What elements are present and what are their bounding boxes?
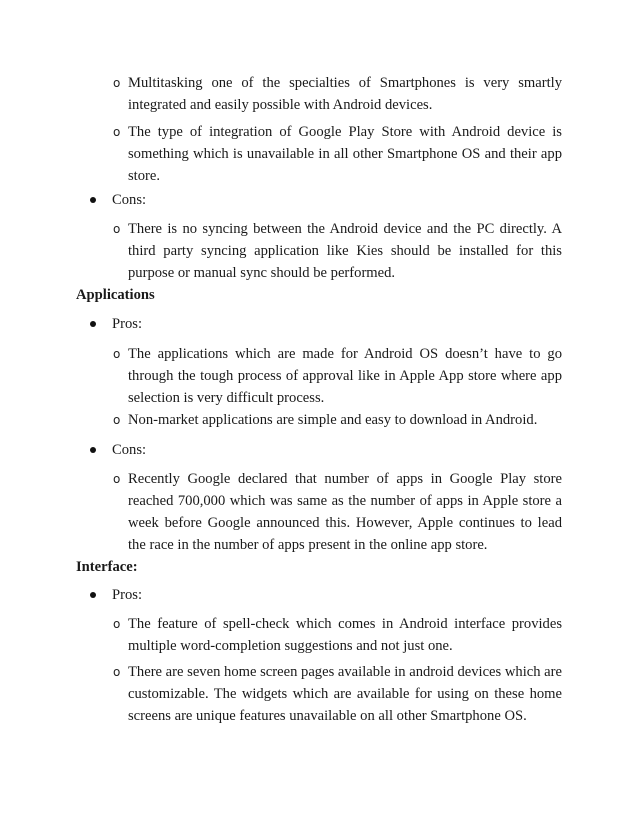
sub-item-play-store	[113, 121, 562, 187]
sub-bullet-marker: o	[113, 617, 121, 631]
sub-item-spell-check	[113, 613, 562, 657]
bullet-label: Cons:	[112, 192, 147, 208]
section-heading-interface: Interface:	[76, 559, 138, 575]
sub-item-text: There are seven home screen pages available in android devices which are customizable. The widgets which are available for using on these home screens are unique features unavailable on all other Smartphone OS.	[128, 664, 562, 724]
section-heading-applications: Applications	[76, 287, 155, 303]
bullet-dot-icon	[90, 321, 96, 327]
sub-item-apps-count	[113, 468, 562, 556]
sub-item-text: Multitasking one of the specialties of Smartphones is very smartly integrated and easily possible with Android devices.	[128, 75, 562, 113]
sub-item-text: The applications which are made for Android OS doesn’t have to go through the tough process of approval like in Apple App store where app selection is very difficult process.	[128, 346, 562, 406]
bullet-label: Pros:	[112, 316, 143, 332]
sub-item-text: Recently Google declared that number of apps in Google Play store reached 700,000 which was same as the number of apps in Apple store a week before Google announced this. However, Apple continues to lead the race in the number of apps present in the online app store.	[128, 471, 562, 553]
sub-item-home-screens	[113, 661, 562, 727]
sub-bullet-marker: o	[113, 347, 121, 361]
sub-item-non-market	[113, 409, 562, 431]
sub-item-text: The feature of spell-check which comes in Android interface provides multiple word-completion suggestions and not just one.	[128, 616, 562, 654]
sub-item-text: There is no syncing between the Android device and the PC directly. A third party syncing application like Kies should be installed for this purpose or manual sync should be performed.	[128, 221, 562, 281]
sub-bullet-marker: o	[113, 413, 121, 427]
sub-item-multitasking	[113, 72, 562, 116]
bullet-dot-icon	[90, 197, 96, 203]
sub-bullet-marker: o	[113, 472, 121, 486]
sub-bullet-marker: o	[113, 125, 121, 139]
sub-bullet-marker: o	[113, 665, 121, 679]
bullet-dot-icon	[90, 447, 96, 453]
sub-bullet-marker: o	[113, 76, 121, 90]
sub-item-text: Non-market applications are simple and easy to download in Android.	[128, 412, 538, 428]
bullet-label: Pros:	[112, 587, 143, 603]
bullet-dot-icon	[90, 592, 96, 598]
sub-item-no-syncing	[113, 218, 562, 284]
sub-item-text: The type of integration of Google Play Store with Android device is something which is unavailable in all other Smartphone OS and their app store.	[128, 124, 562, 184]
bullet-label: Cons:	[112, 442, 147, 458]
sub-bullet-marker: o	[113, 222, 121, 236]
sub-item-apps-approval	[113, 343, 562, 409]
